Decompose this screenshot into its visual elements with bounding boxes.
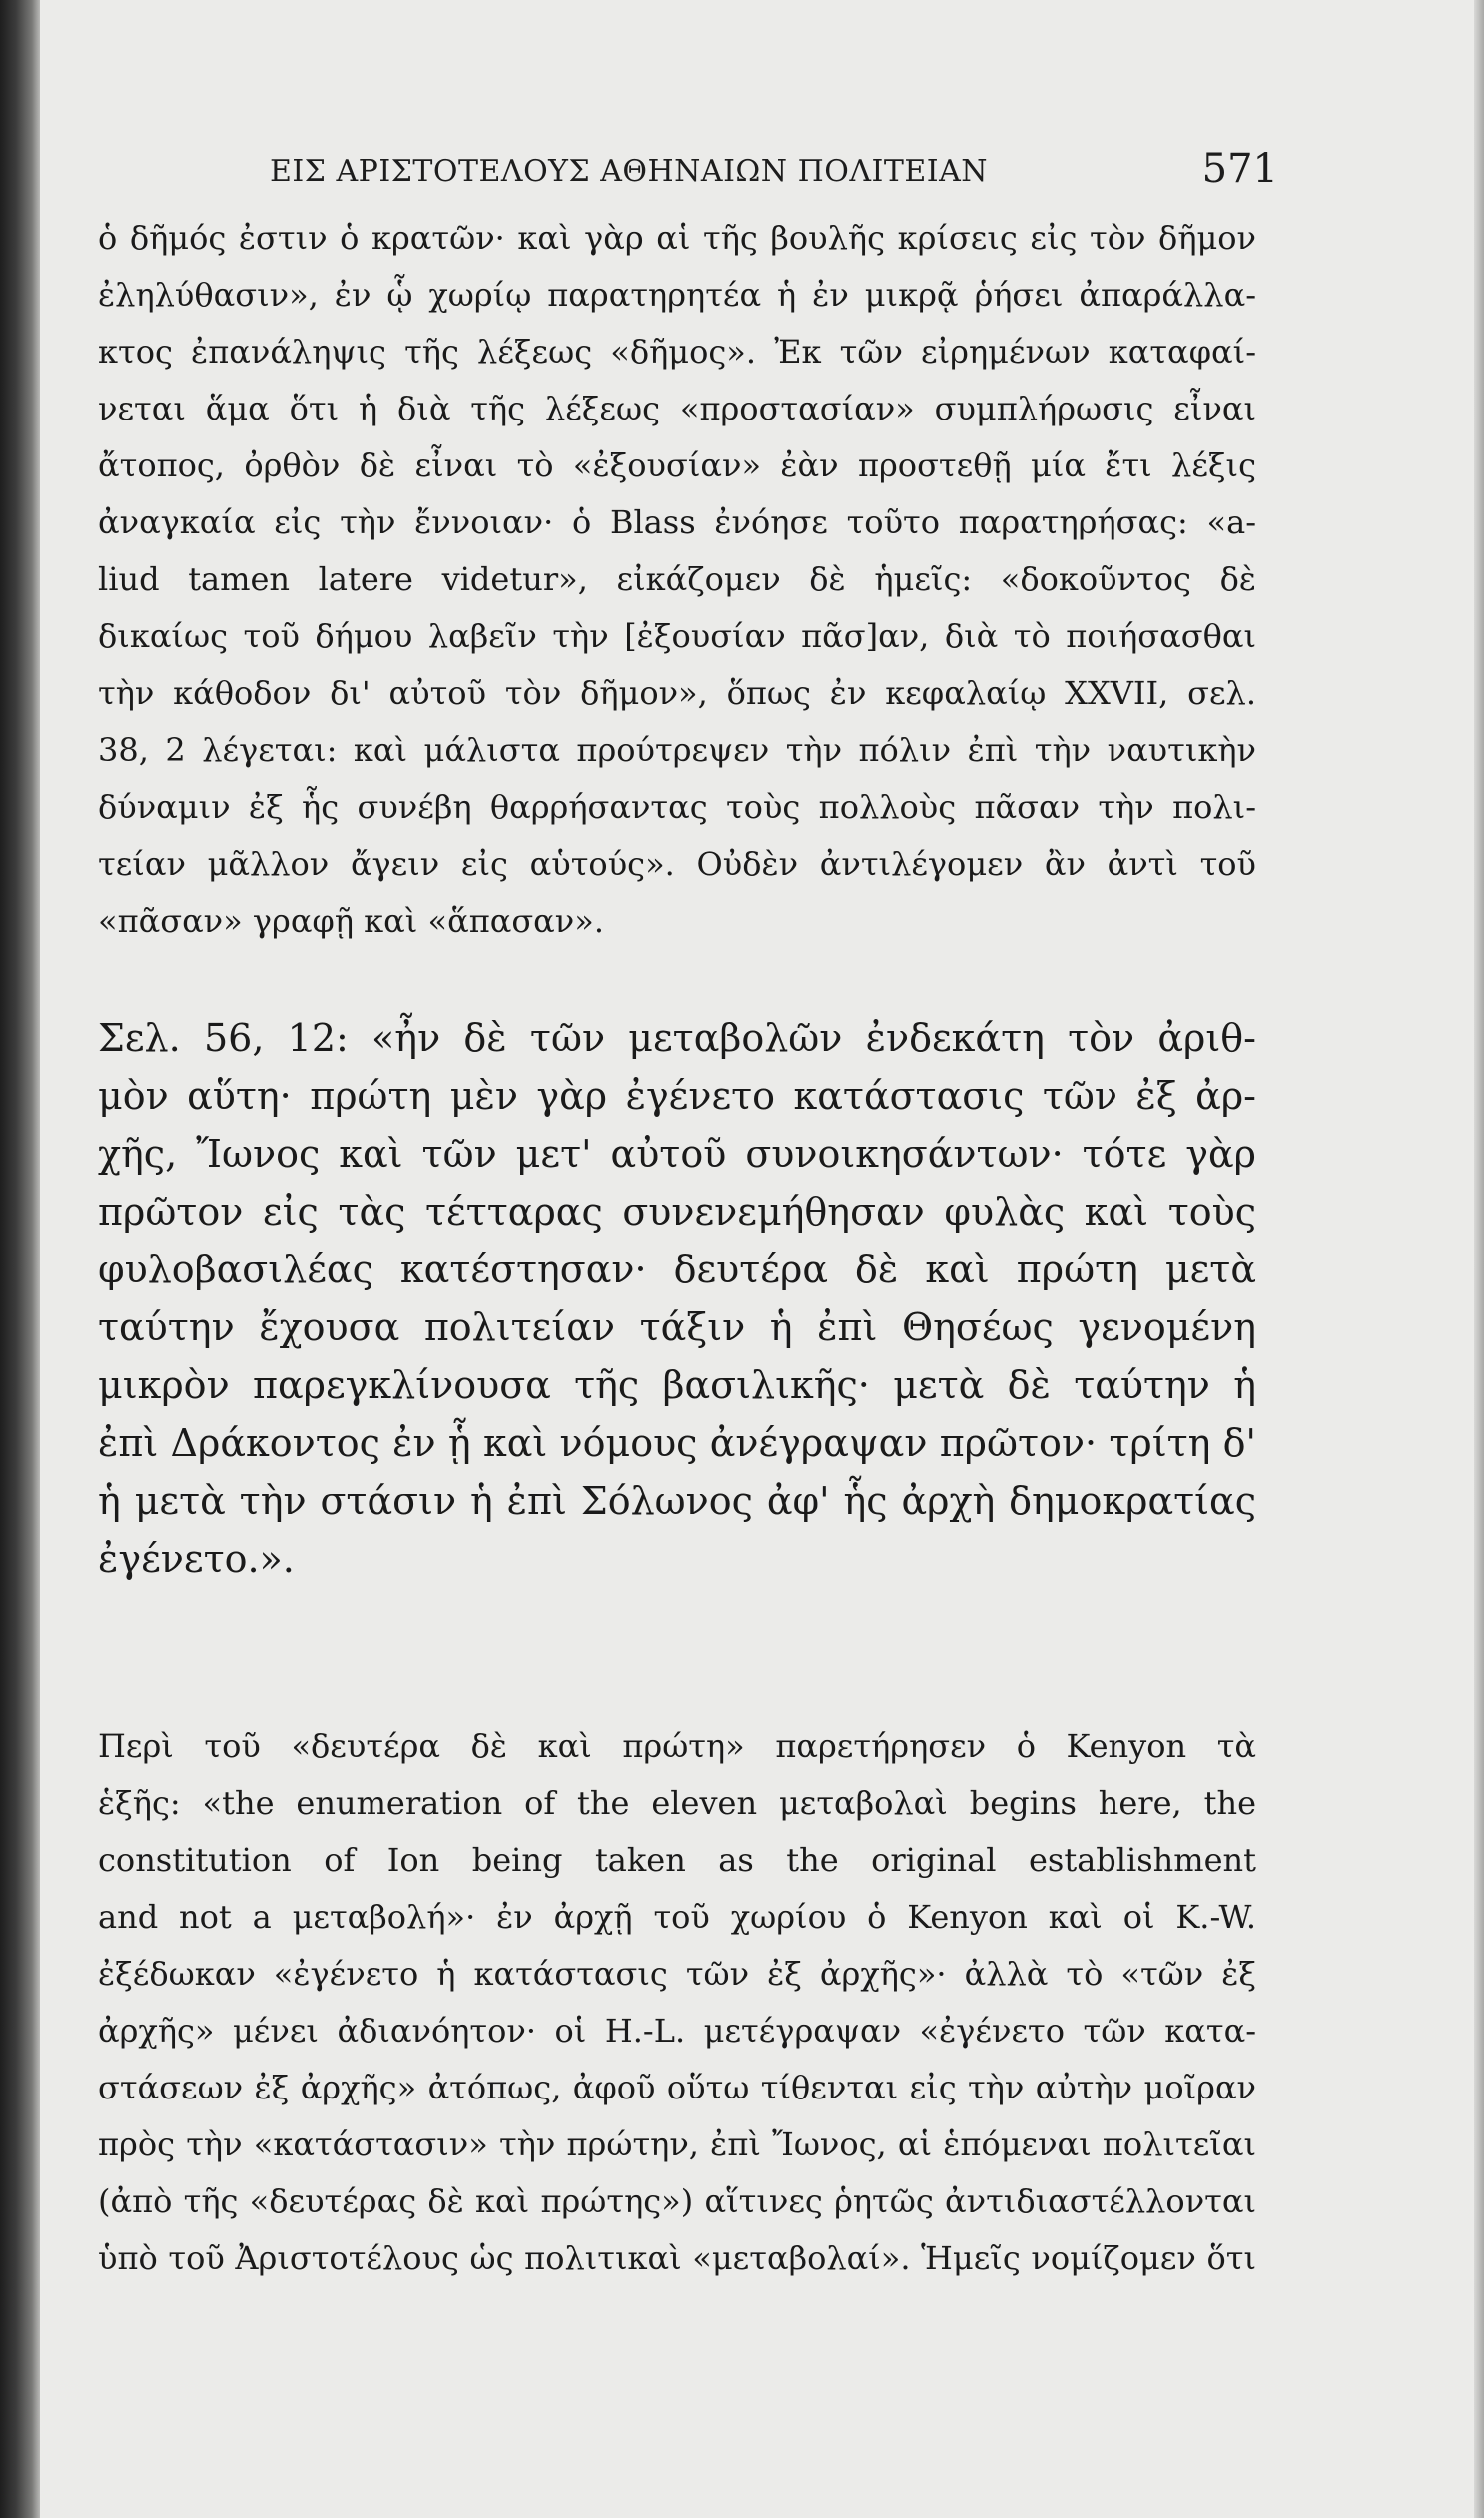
page-header (270, 146, 1278, 200)
text-line: μικρὸν παρεγκλίνουσα τῆς βασιλικῆς· μετὰ δὲ ταύτην ἡ (98, 1363, 1256, 1407)
text-line: ἀναγκαία εἰς τὴν ἔννοιαν· ὁ Blass ἐνόησε τοῦτο παρατηρήσας: «a- (98, 503, 1256, 541)
text-line: and not a μεταβολή»· ἐν ἀρχῇ τοῦ χωρίου ὁ Kenyon καὶ οἱ K.-W. (98, 1898, 1256, 1936)
text-line: κτος ἐπανάληψις τῆς λέξεως «δῆμος». Ἐκ τῶν εἰρημένων καταφαί- (98, 333, 1256, 371)
commentary-paragraph (98, 1718, 1256, 2287)
text-line: τὴν κάθοδον δι' αὐτοῦ τὸν δῆμον», ὅπως ἐν κεφαλαίῳ XXVII, σελ. (98, 674, 1256, 712)
text-line: ἐληλύθασιν», ἐν ᾧ χωρίῳ παρατηρητέα ἡ ἐν μικρᾷ ῥήσει ἀπαράλλα- (98, 276, 1256, 314)
text-line: μὸν αὕτη· πρώτη μὲν γὰρ ἐγένετο κατάστασις τῶν ἐξ ἀρ- (98, 1074, 1256, 1118)
paragraph-continuation (98, 210, 1256, 950)
text-line: δικαίως τοῦ δήμου λαβεῖν τὴν [ἐξουσίαν πᾶσ]αν, διὰ τὸ ποιήσασθαι (98, 617, 1256, 655)
text-line: 38, 2 λέγεται: καὶ μάλιστα προύτρεψεν τὴν πόλιν ἐπὶ τὴν ναυτικὴν (98, 731, 1256, 769)
text-line: ἀρχῆς» μένει ἀδιανόητον· οἱ H.-L. μετέγραψαν «ἐγένετο τῶν κατα- (98, 2012, 1256, 2050)
text-line: ἐξέδωκαν «ἐγένετο ἡ κατάστασις τῶν ἐξ ἀρχῆς»· ἀλλὰ τὸ «τῶν ἐξ (98, 1955, 1256, 1993)
text-line: ὑπὸ τοῦ Ἀριστοτέλους ὡς πολιτικαὶ «μεταβολαί». Ἡμεῖς νομίζομεν ὅτι (98, 2239, 1256, 2277)
text-line: στάσεων ἐξ ἀρχῆς» ἀτόπως, ἀφοῦ οὕτω τίθενται εἰς τὴν αὐτὴν μοῖραν (98, 2069, 1256, 2106)
text-line: ἐπὶ Δράκοντος ἐν ᾗ καὶ νόμους ἀνέγραψαν πρῶτον· τρίτη δ' (98, 1421, 1256, 1465)
page-edge (1474, 0, 1484, 2518)
text-line: πρῶτον εἰς τὰς τέτταρας συνενεμήθησαν φυλὰς καὶ τοὺς (98, 1190, 1256, 1234)
text-line: φυλοβασιλέας κατέστησαν· δευτέρα δὲ καὶ πρώτη μετὰ (98, 1248, 1256, 1291)
text-line: ταύτην ἔχουσα πολιτείαν τάξιν ἡ ἐπὶ Θησέως γενομένη (98, 1305, 1256, 1349)
text-line: ὁ δῆμός ἐστιν ὁ κρατῶν· καὶ γὰρ αἱ τῆς βουλῆς κρίσεις εἰς τὸν δῆμον (98, 219, 1256, 257)
text-line: τείαν μᾶλλον ἄγειν εἰς αὑτούς». Οὐδὲν ἀντιλέγομεν ἂν ἀντὶ τοῦ (98, 845, 1256, 883)
page-number: 571 (1201, 146, 1278, 192)
text-line: νεται ἅμα ὅτι ἡ διὰ τῆς λέξεως «προστασίαν» συμπλήρωσις εἶναι (98, 390, 1256, 427)
text-line: χῆς, Ἴωνος καὶ τῶν μετ' αὐτοῦ συνοικησάντων· τότε γὰρ (98, 1132, 1256, 1176)
text-line: constitution of Ion being taken as the original establishment (98, 1841, 1256, 1879)
text-line: Περὶ τοῦ «δευτέρα δὲ καὶ πρώτη» παρετήρησεν ὁ Kenyon τὰ (98, 1727, 1256, 1765)
text-line: ἐγένετο.». (98, 1537, 295, 1581)
text-line: ἑξῆς: «the enumeration of the eleven μεταβολαὶ begins here, the (98, 1784, 1256, 1822)
text-line: liud tamen latere videtur», εἰκάζομεν δὲ ἡμεῖς: «δοκοῦντος δὲ (98, 560, 1256, 598)
text-line: ἡ μετὰ τὴν στάσιν ἡ ἐπὶ Σόλωνος ἀφ' ἧς ἀρχὴ δημοκρατίας (98, 1479, 1256, 1523)
text-line: Σελ. 56, 12: «ἦν δὲ τῶν μεταβολῶν ἐνδεκάτη τὸν ἀριθ- (98, 1016, 1256, 1060)
text-line: «πᾶσαν» γραφῇ καὶ «ἅπασαν». (98, 902, 604, 940)
quoted-passage (98, 1009, 1256, 1588)
book-binding-shadow (0, 0, 40, 2518)
running-title: ΕΙΣ ΑΡΙΣΤΟΤΕΛΟΥΣ ΑΘΗΝΑΙΩΝ ΠΟΛΙΤΕΙΑΝ (270, 154, 989, 189)
text-line: ἄτοπος, ὀρθὸν δὲ εἶναι τὸ «ἐξουσίαν» ἐὰν προστεθῇ μία ἔτι λέξις (98, 446, 1256, 484)
text-line: (ἀπὸ τῆς «δευτέρας δὲ καὶ πρώτης») αἵτινες ῥητῶς ἀντιδιαστέλλονται (98, 2182, 1256, 2220)
text-line: δύναμιν ἐξ ἧς συνέβη θαρρήσαντας τοὺς πολλοὺς πᾶσαν τὴν πολι- (98, 788, 1256, 826)
text-line: πρὸς τὴν «κατάστασιν» τὴν πρώτην, ἐπὶ Ἴωνος, αἱ ἑπόμεναι πολιτεῖαι (98, 2125, 1256, 2163)
